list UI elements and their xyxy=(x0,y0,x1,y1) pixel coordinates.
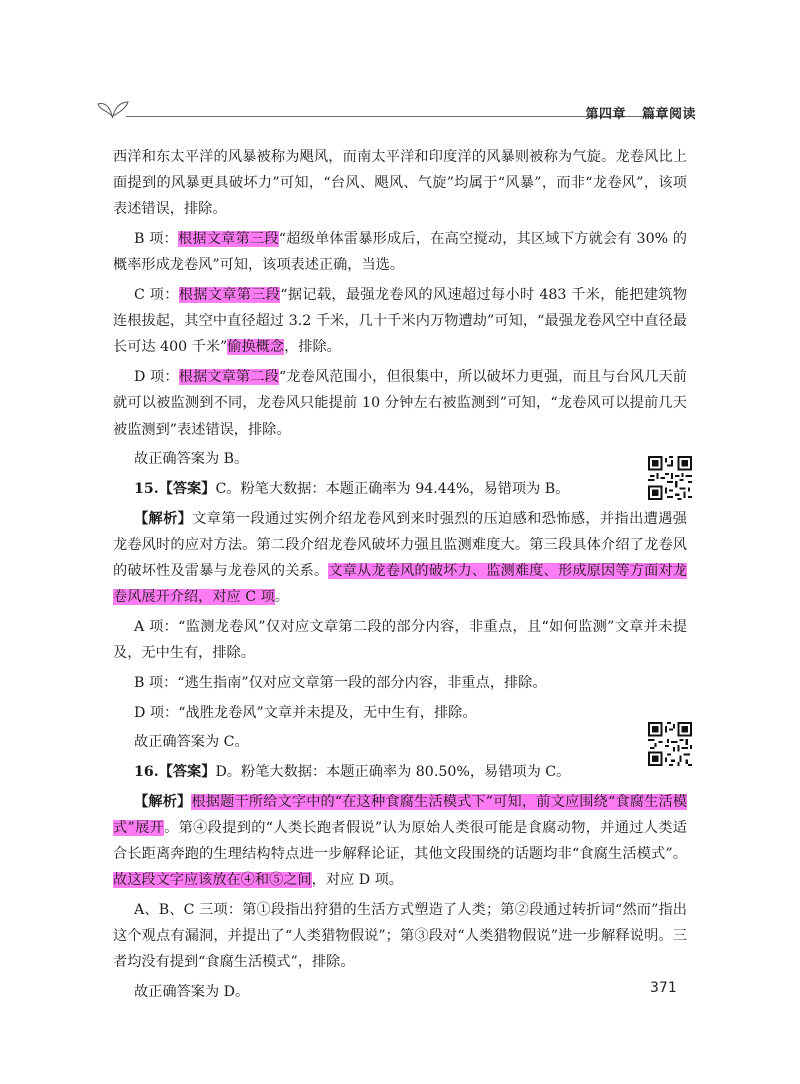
paragraph-q16-options-abc xyxy=(113,897,687,976)
qr-code-icon[interactable] xyxy=(648,456,692,500)
text: 故正确答案为 D。 xyxy=(134,984,250,1001)
text: A、B、C 三项：第①段指出狩猎的生活方式塑造了人类；第②段通过转折词“然而”指出这个观点有漏洞，并提出了“人类猎物假说”；第③段对“人类猎物假说”进一步解释说明。三者均没有提到“食腐生活模式”，排除。 xyxy=(113,901,687,971)
chapter-title xyxy=(585,103,696,122)
section-title: 篇章阅读 xyxy=(641,107,696,122)
highlight: 偷换概念 xyxy=(227,339,285,356)
text: ，对应 D 项。 xyxy=(311,872,403,889)
text: 。 xyxy=(274,589,289,606)
paragraph-answer-16 xyxy=(113,979,687,1005)
highlight: 根据题干所给文字中的“在这种食腐生活模式下”可知，前文应围绕“食腐生活模式”展开 xyxy=(113,793,687,836)
analysis-label: 【解析】 xyxy=(134,510,193,527)
text: 故正确答案为 C。 xyxy=(134,734,249,751)
highlight: 文章从龙卷风的破坏力、监测难度、形成原因等方面对龙卷风展开介绍，对应 C 项 xyxy=(113,563,687,606)
text: C 项： xyxy=(134,287,179,304)
paragraph-q16-answer xyxy=(113,759,687,785)
analysis-label: 【解析】 xyxy=(134,793,192,810)
highlight: 根据文章第三段 xyxy=(177,231,279,248)
text: ，排除。 xyxy=(284,339,341,356)
qr-code-icon[interactable] xyxy=(648,722,692,766)
text: B 项： xyxy=(134,231,178,248)
text: 文章第一段通过实例介绍龙卷风到来时强烈的压迫感和恐怖感，并指出遭遇强龙卷风时的应对方法。第二段介绍龙卷风破坏力强且监测难度大。第三段具体介绍了龙卷风的破坏性及雷暴与龙卷风的关系。 xyxy=(113,510,687,580)
paragraph-answer-14 xyxy=(113,446,687,472)
paragraph-q15-analysis xyxy=(113,506,687,611)
text: “据记载，最强龙卷风的风速超过每小时 483 千米，能把建筑物连根拔起，其空中直径超过 3.2 千米，几十千米内万物遭劫”可知，“最强龙卷风空中直径最长可达 400 千米” xyxy=(113,287,687,356)
highlight: 故这段文字应该放在④和⑤之间 xyxy=(113,872,312,889)
paragraph-q16-analysis xyxy=(113,789,687,894)
text: “龙卷风范围小，但很集中，所以破坏力更强，而且与台风几天前就可以被监测到不同，龙卷风只能提前 10 分钟左右被监测到”可知，“龙卷风可以提前几天被监测到”表述错误，排除。 xyxy=(113,369,687,438)
paragraph-q15-option-d xyxy=(113,700,687,726)
paragraph-a-continued xyxy=(113,144,687,223)
text: A 项：“监测龙卷风”仅对应文章第二段的部分内容，非重点，且“如何监测”文章并未提及，无中生有，排除。 xyxy=(113,618,687,662)
answer-label: 15.【答案】 xyxy=(134,480,216,497)
body-text xyxy=(113,144,687,1009)
leaf-sprout-icon xyxy=(96,96,130,118)
chapter-number: 第四章 xyxy=(585,107,626,122)
paragraph-option-b xyxy=(113,226,687,278)
text: 西洋和东太平洋的风暴被称为飓风，而南太平洋和印度洋的风暴则被称为气旋。龙卷风比上面提到的风暴更具破坏力”可知，“台风、飓风、气旋”均属于“风暴”，而非“龙卷风”，该项表述错误，排除。 xyxy=(113,149,687,218)
highlight: 根据文章第二段 xyxy=(178,369,279,386)
text: D。粉笔大数据：本题正确率为 80.50%，易错项为 C。 xyxy=(215,763,571,780)
answer-label: 16.【答案】 xyxy=(134,763,216,780)
paragraph-answer-15 xyxy=(113,729,687,755)
page-number: 371 xyxy=(650,980,677,996)
paragraph-q15-answer xyxy=(113,476,687,502)
paragraph-option-d xyxy=(113,364,687,443)
paragraph-q15-option-b xyxy=(113,670,687,696)
text: 故正确答案为 B。 xyxy=(134,451,249,468)
text: D 项： xyxy=(134,369,179,386)
text: “超级单体雷暴形成后，在高空搅动，其区域下方就会有 30% 的概率形成龙卷风”可知，该项表述正确，当选。 xyxy=(113,231,687,274)
text: C。粉笔大数据：本题正确率为 94.44%，易错项为 B。 xyxy=(215,480,570,497)
text: 。第④段提到的“人类长跑者假说”认为原始人类很可能是食腐动物，并通过人类适合长距离奔跑的生理结构特点进一步解释论证，其他文段围绕的话题均非“食腐生活模式”。 xyxy=(113,819,687,863)
text: D 项：“战胜龙卷风”文章并未提及，无中生有，排除。 xyxy=(134,704,477,721)
paragraph-q15-option-a xyxy=(113,614,687,666)
page-header xyxy=(96,96,696,122)
paragraph-option-c xyxy=(113,282,687,361)
highlight: 根据文章第三段 xyxy=(178,287,281,304)
text: B 项：“逃生指南”仅对应文章第一段的部分内容，非重点，排除。 xyxy=(134,674,547,691)
